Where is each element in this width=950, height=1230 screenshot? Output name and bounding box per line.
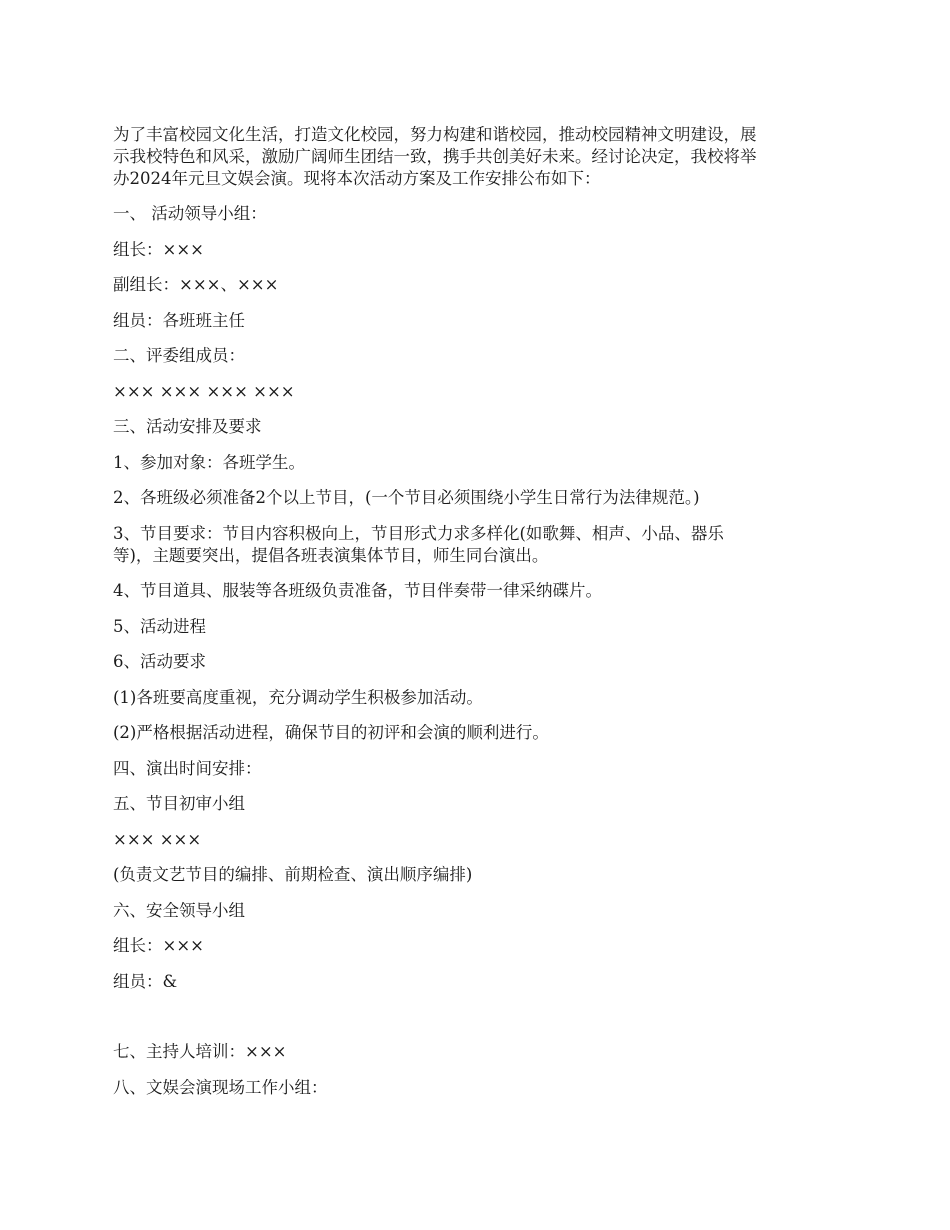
section-heading-showtime: 四、演出时间安排：	[113, 758, 262, 778]
leader-line: 组长：×××	[113, 239, 204, 259]
section-heading-leadership: 一、 活动领导小组：	[113, 204, 267, 223]
section-heading-onsite-team: 八、文娱会演现场工作小组：	[113, 1077, 328, 1097]
requirements-line: 3、节目要求：节目内容积极向上，节目形式力求多样化(如歌舞、相声、小品、器乐	[113, 523, 724, 543]
item-participants: 1、参加对象：各班学生。	[113, 452, 305, 472]
section-heading-arrangement: 三、活动安排及要求	[113, 417, 262, 436]
item-program-count: 2、各班级必须准备2个以上节目，(一个节目必须围绕小学生日常行为法律规范。)	[113, 488, 700, 507]
safety-leader: 组长：×××	[113, 936, 204, 955]
item-requirements: 6、活动要求	[113, 652, 206, 671]
section-heading-host-training: 七、主持人培训：×××	[113, 1042, 287, 1061]
item-props: 4、节目道具、服装等各班级负责准备，节目伴奏带一律采纳碟片。	[113, 581, 602, 600]
requirement-2: (2)严格根据活动进程，确保节目的初评和会演的顺利进行。	[113, 723, 549, 742]
intro-paragraph	[113, 124, 825, 190]
section-heading-safety: 六、安全领导小组	[113, 900, 245, 920]
review-group-names: ××× ×××	[113, 829, 202, 849]
intro-line: 为了丰富校园文化生活，打造文化校园，努力构建和谐校园，推动校园精神文明建设，展	[113, 125, 757, 144]
deputy-leader-line: 副组长：×××、×××	[113, 275, 279, 294]
section-heading-review-group: 五、节目初审小组	[113, 794, 245, 813]
intro-line: 办2024年元旦文娱会演。现将本次活动方案及工作安排公布如下：	[113, 169, 601, 188]
safety-members: 组员：&	[113, 971, 178, 991]
intro-line: 示我校特色和风采，激励广阔师生团结一致，携手共创美好未来。经讨论决定，我校将举	[113, 147, 757, 166]
section-heading-judges: 二、评委组成员：	[113, 346, 245, 365]
requirement-1: (1)各班要高度重视，充分调动学生积极参加活动。	[113, 687, 483, 707]
review-group-duty: (负责文艺节目的编排、前期检查、演出顺序编排)	[113, 865, 473, 884]
document-body	[113, 124, 825, 1112]
members-line: 组员：各班班主任	[113, 310, 245, 330]
spacer	[113, 1006, 825, 1041]
item-schedule: 5、活动进程	[113, 616, 206, 636]
requirements-line: 等)，主题要突出，提倡各班表演集体节目，师生同台演出。	[113, 545, 549, 565]
item-program-requirements	[113, 523, 825, 567]
judges-names: ××× ××× ××× ×××	[113, 381, 295, 401]
